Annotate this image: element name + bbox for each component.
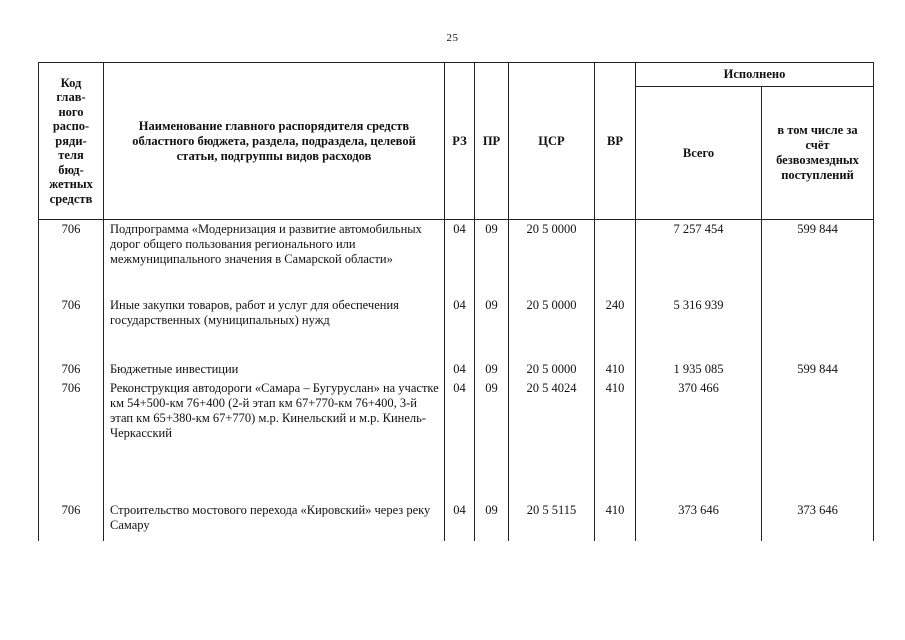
- row-pr: 09: [475, 220, 509, 296]
- row-incl-free: 373 646: [762, 501, 874, 541]
- header-code-line: бюд-: [58, 162, 84, 177]
- row-pr: 09: [475, 296, 509, 360]
- row-rz: 04: [445, 379, 475, 501]
- row-total: 1 935 085: [636, 360, 762, 379]
- row-pr: 09: [475, 360, 509, 379]
- header-code-line: Код: [60, 75, 82, 90]
- row-name: Строительство мостового перехода «Кировский» через реку Самару: [104, 501, 445, 541]
- row-csr: 20 5 0000: [509, 296, 595, 360]
- row-incl-free: 599 844: [762, 220, 874, 296]
- row-code: 706: [39, 220, 104, 296]
- header-vr: ВР: [595, 63, 636, 220]
- header-incl-free: в том числе за счёт безвозмездных поступлений: [762, 87, 874, 220]
- row-code: 706: [39, 360, 104, 379]
- header-executed: Исполнено: [636, 63, 874, 87]
- row-csr: 20 5 4024: [509, 379, 595, 501]
- row-vr: 410: [595, 360, 636, 379]
- row-vr: 410: [595, 379, 636, 501]
- header-code-line: теля: [58, 148, 84, 163]
- row-rz: 04: [445, 360, 475, 379]
- row-code: 706: [39, 501, 104, 541]
- row-name: Реконструкция автодороги «Самара – Бугуруслан» на участке км 54+500-км 76+400 (2-й этап км 67+770-км 76+400, 3-й этап км 65+380-км 67+770) м.р. Кинельский и м.р. Кинель-Черкасский: [104, 379, 445, 501]
- row-vr: [595, 220, 636, 296]
- row-total: 370 466: [636, 379, 762, 501]
- table-row: [39, 296, 874, 360]
- header-name: Наименование главного распорядителя средств областного бюджета, раздела, подраздела, целевой статьи, подгруппы видов расходов: [104, 63, 445, 220]
- header-code-line: ного: [58, 104, 84, 119]
- header-csr: ЦСР: [509, 63, 595, 220]
- table-row: [39, 501, 874, 541]
- table-row: [39, 379, 874, 501]
- row-incl-free: [762, 296, 874, 360]
- header-total: Всего: [636, 87, 762, 220]
- header-pr: ПР: [475, 63, 509, 220]
- row-total: 5 316 939: [636, 296, 762, 360]
- row-incl-free: 599 844: [762, 360, 874, 379]
- row-name: Подпрограмма «Модернизация и развитие автомобильных дорог общего пользования регионального или межмуниципального значения в Самарской области»: [104, 220, 445, 296]
- row-rz: 04: [445, 296, 475, 360]
- row-name: Бюджетные инвестиции: [104, 360, 445, 379]
- row-vr: 240: [595, 296, 636, 360]
- row-total: 373 646: [636, 501, 762, 541]
- row-csr: 20 5 5115: [509, 501, 595, 541]
- header-code-line: глав-: [56, 90, 86, 105]
- row-code: 706: [39, 379, 104, 501]
- budget-table: [38, 62, 874, 541]
- row-rz: 04: [445, 220, 475, 296]
- page-number: 25: [446, 32, 459, 44]
- header-code-line: средств: [49, 191, 93, 206]
- row-total: 7 257 454: [636, 220, 762, 296]
- header-code-line: жетных: [49, 177, 93, 192]
- row-name: Иные закупки товаров, работ и услуг для обеспечения государственных (муниципальных) нужд: [104, 296, 445, 360]
- row-incl-free: [762, 379, 874, 501]
- row-rz: 04: [445, 501, 475, 541]
- row-code: 706: [39, 296, 104, 360]
- row-vr: 410: [595, 501, 636, 541]
- header-code-line: ряди-: [55, 133, 87, 148]
- row-csr: 20 5 0000: [509, 360, 595, 379]
- table-row: [39, 220, 874, 296]
- table-row: [39, 360, 874, 379]
- header-rz: РЗ: [445, 63, 475, 220]
- header-code-line: распо-: [52, 119, 90, 134]
- row-pr: 09: [475, 379, 509, 501]
- header-code: [39, 63, 104, 220]
- row-csr: 20 5 0000: [509, 220, 595, 296]
- row-pr: 09: [475, 501, 509, 541]
